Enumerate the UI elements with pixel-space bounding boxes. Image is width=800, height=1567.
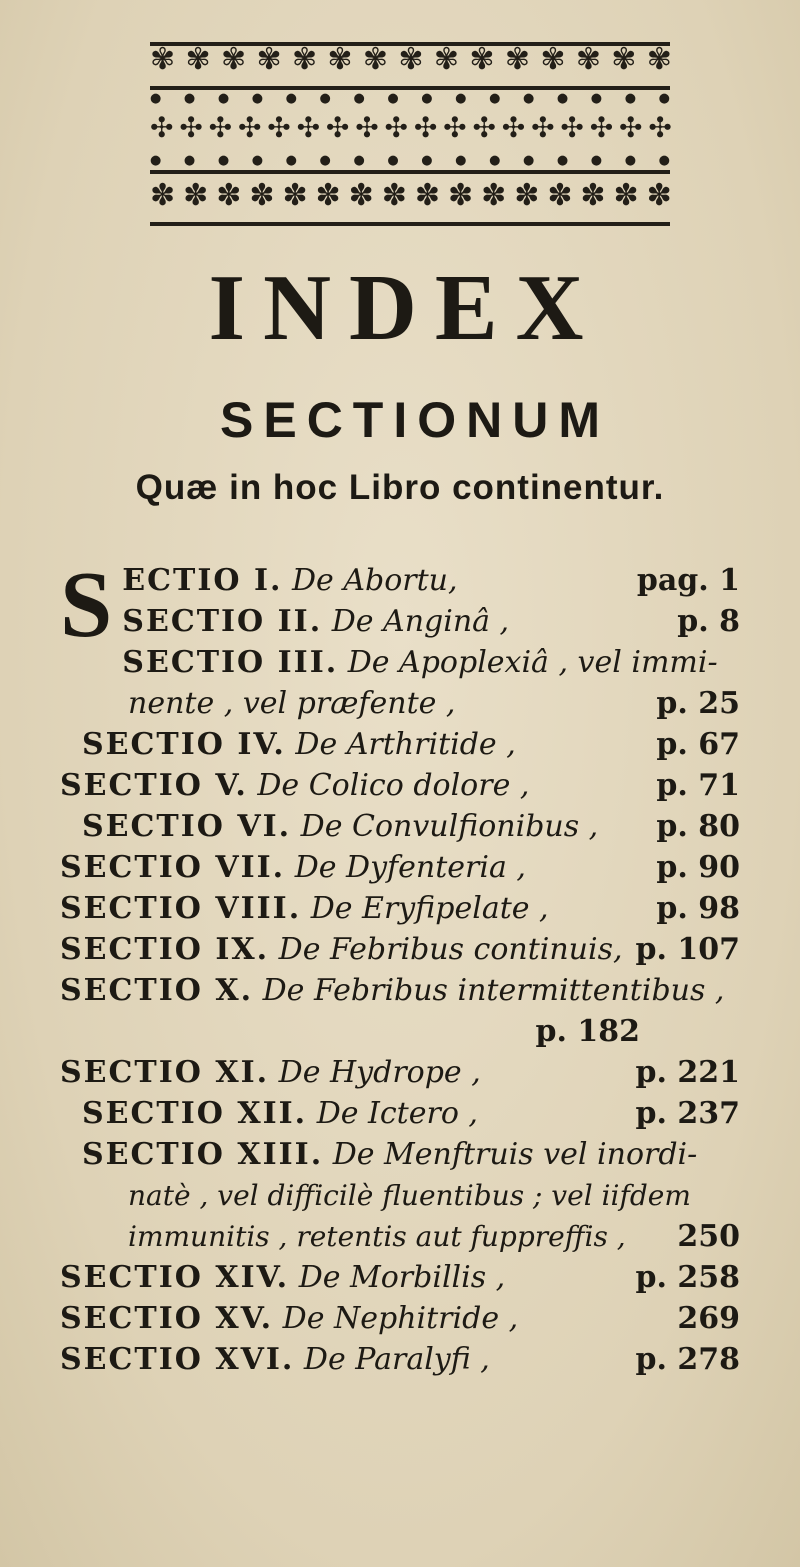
section-number: SECTIO XIII.	[82, 1137, 324, 1172]
index-entry	[60, 929, 740, 970]
index-entry	[60, 888, 740, 929]
ornament-band-middle: ✣ ✣ ✣ ✣ ✣ ✣ ✣ ✣ ✣ ✣ ✣ ✣ ✣ ✣ ✣ ✣ ✣ ✣	[150, 111, 670, 144]
page-title: INDEX	[208, 256, 602, 360]
index-entry	[60, 806, 740, 847]
page-reference: p. 67	[656, 727, 740, 762]
ornament-rule	[150, 86, 670, 90]
ornament-rule	[150, 222, 670, 226]
section-title: De Menftruis vel inordi-	[332, 1137, 698, 1172]
section-title: De Eryfipelate ,	[310, 891, 549, 926]
page-reference: p. 98	[656, 891, 740, 926]
page-reference: p. 258	[635, 1260, 740, 1295]
section-number: SECTIO VIII.	[60, 891, 302, 926]
section-number: SECTIO XV.	[60, 1301, 274, 1336]
section-number: SECTIO III.	[122, 645, 339, 680]
section-title: De Colico dolore ,	[257, 768, 530, 803]
page-reference: p. 80	[656, 809, 740, 844]
index-entry	[60, 1093, 740, 1134]
section-number: SECTIO VII.	[60, 850, 286, 885]
index-entry	[60, 1257, 740, 1298]
section-number: SECTIO IV.	[82, 727, 286, 762]
index-entry	[60, 847, 740, 888]
section-title: De Convulfionibus ,	[300, 809, 599, 844]
ornament-rule	[150, 170, 670, 174]
section-number: SECTIO IX.	[60, 932, 270, 967]
section-title: De Ictero ,	[316, 1096, 478, 1131]
page-reference: 269	[677, 1301, 740, 1336]
section-title-continuation: nente , vel præfente ,	[128, 686, 456, 721]
page-reference: 250	[677, 1219, 740, 1254]
index-entry	[60, 1052, 740, 1093]
index-entry	[60, 765, 740, 806]
page-reference: p. 182	[535, 1014, 640, 1049]
section-title-continuation: immunitis , retentis aut fuppreffis ,	[128, 1220, 626, 1253]
page-reference: p. 237	[635, 1096, 740, 1131]
index-entry	[60, 1339, 740, 1380]
page-reference: p. 107	[635, 932, 740, 967]
section-number: SECTIO XII.	[82, 1096, 308, 1131]
section-number: SECTIO VI.	[82, 809, 292, 844]
index-entry	[60, 642, 740, 724]
section-title: De Febribus continuis,	[278, 932, 623, 967]
section-title: De Abortu,	[291, 563, 458, 598]
index-entry	[60, 1134, 740, 1257]
lead-line: Quæ in hoc Libro continentur.	[135, 468, 665, 507]
page-reference: p. 8	[677, 604, 740, 639]
index-entry	[60, 970, 740, 1052]
section-title: De Morbillis ,	[298, 1260, 506, 1295]
section-number: SECTIO X.	[60, 973, 254, 1008]
page-reference: pag. 1	[636, 563, 740, 598]
page-reference: p. 71	[656, 768, 740, 803]
section-title: De Paralyfi ,	[303, 1342, 490, 1377]
index-entries	[60, 553, 740, 1380]
page-reference: p. 221	[635, 1055, 740, 1090]
section-title-continuation: natè , vel difficilè fluentibus ; vel iifdem	[128, 1179, 691, 1212]
section-title: De Arthritide ,	[295, 727, 516, 762]
index-entry	[60, 553, 740, 657]
page-reference: p. 90	[656, 850, 740, 885]
index-entry	[60, 1298, 740, 1339]
index-entry	[60, 724, 740, 765]
page-subtitle: SECTIONUM	[220, 392, 610, 448]
header-ornament	[150, 40, 670, 235]
drop-capital: S	[60, 553, 113, 657]
section-title: De Nephitride ,	[282, 1301, 519, 1336]
section-title: De Anginâ ,	[331, 604, 510, 639]
section-title: De Dyfenteria ,	[294, 850, 526, 885]
ornament-band-bottom: ✽ ✽ ✽ ✽ ✽ ✽ ✽ ✽ ✽ ✽ ✽ ✽ ✽ ✽ ✽ ✽	[150, 178, 670, 213]
section-number: SECTIO XIV.	[60, 1260, 290, 1295]
section-number: SECTIO II.	[122, 604, 323, 639]
section-title: De Febribus intermittentibus ,	[262, 973, 725, 1008]
ornament-dots: ● ● ● ● ● ● ● ● ● ● ● ● ● ● ● ●	[150, 91, 670, 106]
section-number: ECTIO I.	[122, 563, 283, 598]
ornament-dots: ● ● ● ● ● ● ● ● ● ● ● ● ● ● ● ●	[150, 153, 670, 168]
ornament-band-top: ✾ ✾ ✾ ✾ ✾ ✾ ✾ ✾ ✾ ✾ ✾ ✾ ✾ ✾ ✾	[150, 42, 670, 77]
page-reference: p. 278	[635, 1342, 740, 1377]
section-number: SECTIO V.	[60, 768, 248, 803]
section-number: SECTIO XI.	[60, 1055, 270, 1090]
section-number: SECTIO XVI.	[60, 1342, 295, 1377]
section-title: De Hydrope ,	[278, 1055, 481, 1090]
section-title: De Apoplexiâ , vel immi-	[347, 645, 718, 680]
page-reference: p. 25	[656, 686, 740, 721]
